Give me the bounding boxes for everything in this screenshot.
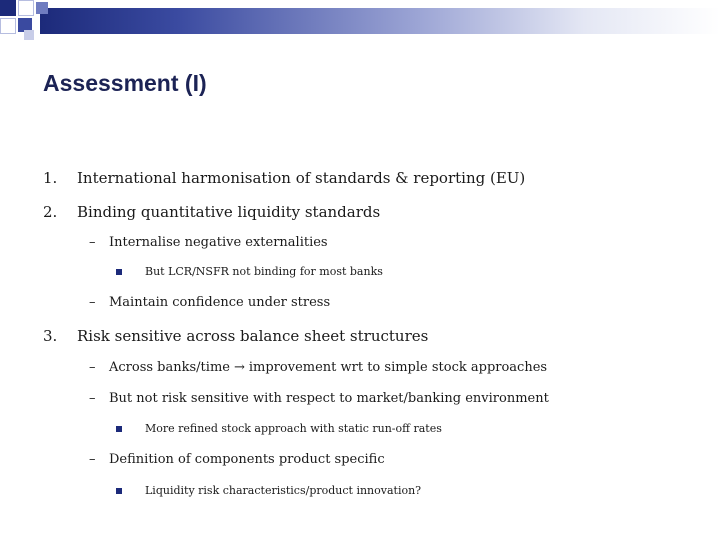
arrow-right-icon: → bbox=[233, 360, 245, 375]
subitem-text-after-arrow: improvement wrt to simple stock approaches bbox=[248, 360, 548, 375]
dash-marker: – bbox=[89, 391, 96, 406]
dash-marker: – bbox=[89, 235, 96, 250]
subitem-text: Internalise negative externalities bbox=[109, 235, 328, 250]
item-text: International harmonisation of standards & reporting (EU) bbox=[77, 169, 526, 187]
subitem-text: But not risk sensitive with respect to market/banking environment bbox=[109, 391, 549, 406]
subitem-text-before-arrow: Across banks/time bbox=[109, 360, 230, 375]
square-bullet-icon bbox=[116, 269, 122, 275]
item-text: Risk sensitive across balance sheet structures bbox=[77, 327, 429, 345]
decor-square-1 bbox=[0, 0, 16, 16]
subitem-text: Maintain confidence under stress bbox=[109, 295, 331, 310]
item-text: Binding quantitative liquidity standards bbox=[77, 203, 381, 221]
item-number: 3. bbox=[43, 327, 58, 345]
decor-square-4 bbox=[0, 18, 16, 34]
subitem-text bbox=[109, 360, 547, 375]
slide-title: Assessment (I) bbox=[43, 70, 207, 96]
subsubitem-text: Liquidity risk characteristics/product innovation? bbox=[145, 484, 422, 497]
dash-marker: – bbox=[89, 452, 96, 467]
decor-square-3 bbox=[36, 2, 48, 14]
item-number: 2. bbox=[43, 203, 58, 221]
dash-marker: – bbox=[89, 360, 96, 375]
subsubitem-text: More refined stock approach with static run-off rates bbox=[145, 422, 442, 435]
decor-square-2 bbox=[18, 0, 34, 16]
dash-marker: – bbox=[89, 295, 96, 310]
subitem-text: Definition of components product specific bbox=[109, 452, 385, 467]
header-decoration bbox=[0, 0, 720, 42]
decor-square-6 bbox=[24, 30, 34, 40]
header-gradient-bar bbox=[40, 8, 720, 34]
subsubitem-text: But LCR/NSFR not binding for most banks bbox=[145, 265, 383, 278]
square-bullet-icon bbox=[116, 426, 122, 432]
item-number: 1. bbox=[43, 169, 58, 187]
square-bullet-icon bbox=[116, 488, 122, 494]
